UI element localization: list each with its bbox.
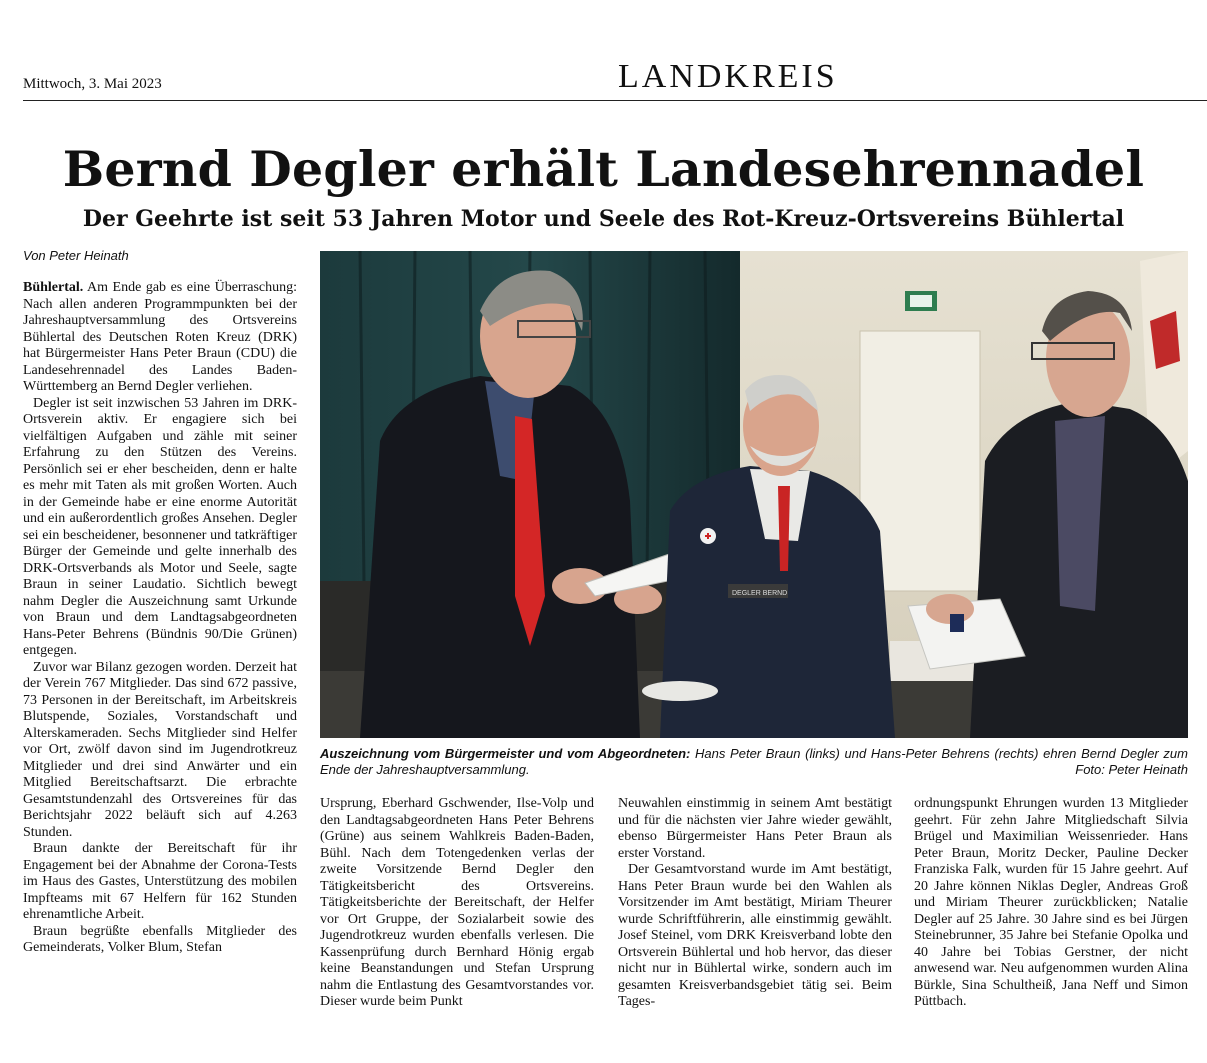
article-paragraph: Braun dankte der Bereitschaft für ihr Engagement bei der Abnahme der Corona-Tests im Haus des Gastes, Unterstützung des mobilen Impfteams mit 67 Helfern für 162 Stunden ehrenamtliche Arbeit. — [23, 841, 297, 922]
header-divider — [23, 100, 1207, 101]
article-paragraph: Braun begrüßte ebenfalls Mitglieder des Gemeinderats, Volker Blum, Stefan — [23, 923, 297, 955]
photo-credit: Foto: Peter Heinath — [1075, 762, 1188, 777]
section-title: LANDKREIS — [618, 58, 838, 95]
dateline: Bühlertal. — [23, 280, 84, 295]
article-headline: Bernd Degler erhält Landesehrennadel — [62, 140, 1145, 198]
article-paragraph: Zuvor war Bilanz gezogen worden. Derzeit hat der Verein 767 Mitglieder. Das sind 672 passive, 73 Personen in der Bereitschaft, im Arbeitskreis Blutspende, Soziales, Vorstandschaft und Alterskameraden. Sechs Mitglieder sind Helfer vor Ort, zwölf davon sind im Jugendrotkreuz Mitglieder und drei sind Anwärter und ein Mitglied Bereitschaftsarzt. Die erbrachte Gesamtstundenzahl des Ortsvereines für das Berichtsjahr 2022 beläuft sich auf 4.263 Stunden. — [23, 659, 297, 840]
photo-name-tag: DEGLER BERND — [732, 590, 788, 597]
article-paragraph: ordnungspunkt Ehrungen wurden 13 Mitglieder geehrt. Für zehn Jahre Mitgliedschaft Silvia Brügel und Maximilian Weissenrieder. Hans Peter Braun, Moritz Decker, Pauline Decker Franziska Falk, wurden für 15 Jahre geehrt. Auf 20 Jahre können Niklas Degler, Andreas Groß und Miriam Theurer zurückblicken; Natalie Degler auf 25 Jahre. 30 Jahre sind es bei Jürgen Steinebrunner, 35 Jahre bei Stefanie Opolka und 40 Jahre bei Tobias Gerstner, der nicht anwesend war. Neu aufgenommen wurden Alina Bürkle, Sina Schultheiß, Jana Neff und Simon Püttbach. — [914, 796, 1188, 1009]
article-paragraph: Ursprung, Eberhard Gschwender, Ilse-Volp und den Landtagsabgeordneten Hans Peter Behrens (Grüne) aus seinem Wahlkreis Baden-Baden, Bühl. Nach dem Totengedenken verlas der zweite Vorsitzende Bernd Degler den Tätigkeitsbericht des Ortsvereins. Tätigkeitsberichte der Bereitschaft, der Helfer vor Ort Gruppe, der Sozialarbeit sowie des Jugendrotkreuz wurden ebenfalls verlesen. Die Kassenprüfung durch Bernhard Hönig ergab keine Beanstandungen und Stefan Ursprung nahm die Entlastung des Gesamtvorstandes vor. Dieser wurde beim Punkt — [320, 796, 594, 1009]
article-paragraph — [23, 280, 297, 396]
article-column-4 — [914, 796, 1188, 1011]
article-column-1 — [23, 280, 297, 957]
issue-date: Mittwoch, 3. Mai 2023 — [23, 76, 162, 92]
article-subheadline: Der Geehrte ist seit 53 Jahren Motor und Seele des Rot-Kreuz-Ortsvereins Bühlertal — [82, 206, 1125, 232]
photo-caption — [320, 746, 1188, 778]
article-paragraph: Der Gesamtvorstand wurde im Amt bestätigt, Hans Peter Braun wurde bei den Wahlen als Vorsitzender im Amt bestätigt, Miriam Theurer wurde Schriftführerin, alle einstimmig gewählt. Josef Steinel, vom DRK Kreisverband lobte den Ortsverein Bühlertal und hob hervor, das dieser nicht nur in Bühlertal wirke, sondern auch im gesamten Kreisverbandsgebiet tätig sei. Beim Tages- — [618, 862, 892, 1009]
article-paragraph: Degler ist seit inzwischen 53 Jahren im DRK-Ortsverein aktiv. Er engagiere sich bei vielfältigen Aufgaben und zähle mit seiner Erfahrung zu den Stützen des Vereins. Persönlich sei er eher bescheiden, denn er halte es mehr mit Taten als mit großen Worten. Auch in der Gemeinde habe er eine enorme Autorität und ein außerordentlich großes Ansehen. Degler sei ein bescheidener, besonnener und tatkräftiger Bürger der Gemeinde und gelte innerhalb des DRK-Ortsverbands als Motor und Seele, sagte Braun in seiner Laudatio. Sichtlich bewegt nahm Degler die Auszeichnung samt Urkunde von Braun und dem Landtagsabgeordneten Hans-Peter Behrens (Bündnis 90/Die Grünen) entgegen. — [23, 395, 297, 658]
article-column-3 — [618, 796, 892, 1011]
caption-text: Hans Peter Braun (links) und Hans-Peter Behrens (rechts) ehren Bernd Degler zum Ende der Jahreshauptversammlung. — [320, 746, 1188, 777]
paragraph-text: Am Ende gab es eine Überraschung: Nach allen anderen Programmpunkten bei der Jahreshauptversammlung des Ortsvereins Bühlertal des Deutschen Roten Kreuz (DRK) hat Bürgermeister Hans Peter Braun (CDU) die Landesehrennadel des Landes Baden-Württemberg an Bernd Degler verliehen. — [23, 280, 297, 394]
article-column-2 — [320, 796, 594, 1011]
article-photo — [320, 251, 1188, 738]
caption-lead: Auszeichnung vom Bürgermeister und vom Abgeordneten: — [320, 746, 691, 761]
article-byline: Von Peter Heinath — [23, 248, 129, 263]
article-paragraph: Neuwahlen einstimmig in seinem Amt bestätigt und für die nächsten vier Jahre wieder gewählt, ebenso Bürgermeister Hans Peter Braun als erster Vorstand. — [618, 796, 892, 861]
